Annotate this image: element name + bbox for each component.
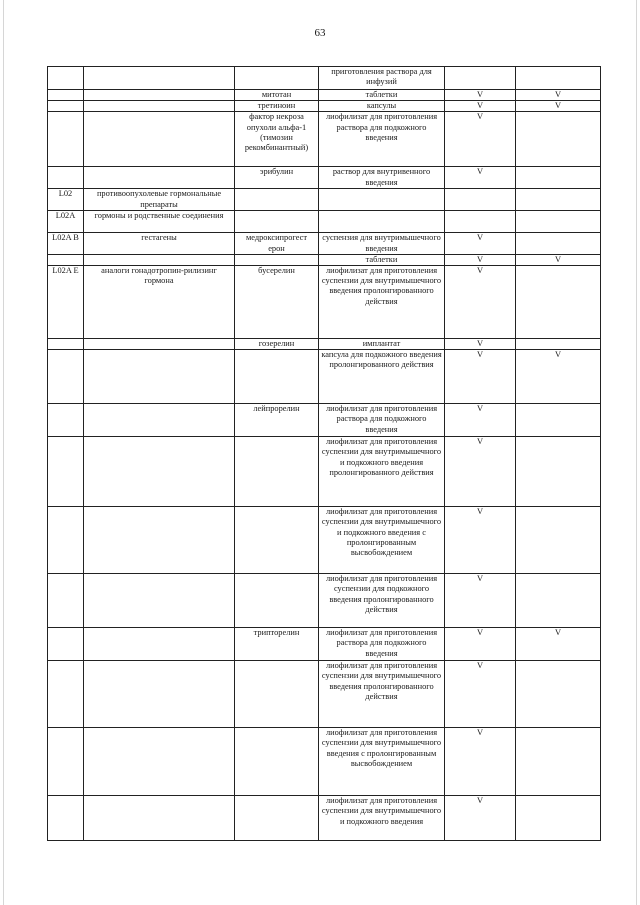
group-name-cell: противоопухолевые гормональные препараты [84,189,235,211]
mark-column-2-cell [516,112,601,167]
dosage-form-cell: лиофилизат для приготовления раствора для подкожного введения [319,628,445,661]
drug-name-cell [235,661,319,728]
mark-column-2-cell: V [516,254,601,265]
atc-code-cell [48,339,84,350]
table-row [48,211,601,233]
drug-name-cell [235,796,319,841]
atc-code-cell [48,796,84,841]
dosage-form-cell: капсулы [319,101,445,112]
mark-column-1-cell [445,189,516,211]
drug-name-cell: третиноин [235,101,319,112]
mark-column-1-cell: V [445,661,516,728]
dosage-form-cell [319,211,445,233]
mark-column-2-cell [516,661,601,728]
mark-column-2-cell [516,189,601,211]
mark-column-1-cell [445,67,516,90]
dosage-form-cell: лиофилизат для приготовления суспензии для подкожного введения пролонгированного действия [319,574,445,628]
table-row [48,661,601,728]
mark-column-2-cell [516,266,601,339]
mark-column-1-cell: V [445,507,516,574]
dosage-form-cell: лиофилизат для приготовления суспензии для внутримышечного и подкожного введения [319,796,445,841]
table-row [48,233,601,254]
dosage-form-cell: суспензия для внутримышечного введения [319,233,445,254]
mark-column-1-cell: V [445,233,516,254]
group-name-cell [84,507,235,574]
group-name-cell [84,437,235,507]
group-name-cell: гестагены [84,233,235,254]
group-name-cell [84,661,235,728]
table-row [48,90,601,101]
drug-name-cell [235,67,319,90]
mark-column-1-cell: V [445,728,516,796]
table-row [48,350,601,404]
drug-name-cell: митотан [235,90,319,101]
mark-column-1-cell: V [445,339,516,350]
dosage-form-cell: таблетки [319,90,445,101]
drug-name-cell [235,189,319,211]
mark-column-2-cell [516,404,601,437]
mark-column-2-cell: V [516,350,601,404]
group-name-cell [84,350,235,404]
dosage-form-cell: лиофилизат для приготовления раствора для подкожного введения [319,404,445,437]
atc-code-cell [48,574,84,628]
group-name-cell [84,167,235,189]
mark-column-2-cell: V [516,90,601,101]
atc-code-cell [48,728,84,796]
drug-name-cell [235,507,319,574]
drug-name-cell: гозерелин [235,339,319,350]
table-row [48,507,601,574]
mark-column-2-cell [516,574,601,628]
group-name-cell [84,796,235,841]
drug-table [47,66,601,841]
group-name-cell: гормоны и родственные соединения [84,211,235,233]
atc-code-cell [48,628,84,661]
drug-name-cell: лейпрорелин [235,404,319,437]
mark-column-1-cell [445,211,516,233]
drug-name-cell: бусерелин [235,266,319,339]
drug-name-cell: трипторелин [235,628,319,661]
table-row [48,796,601,841]
scan-edge-left [3,0,4,905]
mark-column-2-cell [516,339,601,350]
atc-code-cell [48,101,84,112]
mark-column-1-cell: V [445,437,516,507]
mark-column-2-cell [516,507,601,574]
drug-name-cell [235,574,319,628]
mark-column-1-cell: V [445,167,516,189]
dosage-form-cell [319,189,445,211]
dosage-form-cell: имплантат [319,339,445,350]
table-row [48,628,601,661]
mark-column-1-cell: V [445,404,516,437]
atc-code-cell: L02 [48,189,84,211]
dosage-form-cell: капсула для подкожного введения пролонгированного действия [319,350,445,404]
mark-column-2-cell: V [516,101,601,112]
drug-name-cell [235,350,319,404]
table-row [48,339,601,350]
dosage-form-cell: лиофилизат для приготовления суспензии для внутримышечного и подкожного введения пролонгированного действия [319,437,445,507]
group-name-cell [84,67,235,90]
mark-column-1-cell: V [445,350,516,404]
atc-code-cell [48,67,84,90]
table-row [48,67,601,90]
atc-code-cell [48,90,84,101]
atc-code-cell [48,661,84,728]
dosage-form-cell: лиофилизат для приготовления суспензии для внутримышечного введения пролонгированного действия [319,661,445,728]
group-name-cell [84,112,235,167]
mark-column-1-cell: V [445,796,516,841]
group-name-cell [84,574,235,628]
dosage-form-cell: лиофилизат для приготовления раствора для подкожного введения [319,112,445,167]
atc-code-cell [48,404,84,437]
atc-code-cell [48,437,84,507]
dosage-form-cell: лиофилизат для приготовления суспензии для внутримышечного введения с пролонгированным высвобождением [319,728,445,796]
table-row [48,254,601,265]
drug-name-cell [235,728,319,796]
group-name-cell [84,404,235,437]
mark-column-2-cell [516,67,601,90]
dosage-form-cell: лиофилизат для приготовления суспензии для внутримышечного введения пролонгированного действия [319,266,445,339]
group-name-cell: аналоги гонадотропин-рилизинг гормона [84,266,235,339]
drug-name-cell: медроксипрогест ерон [235,233,319,254]
group-name-cell [84,339,235,350]
drug-name-cell: фактор некроза опухоли альфа-1 (тимозин рекомбинантный) [235,112,319,167]
dosage-form-cell: приготовления раствора для инфузий [319,67,445,90]
mark-column-1-cell: V [445,574,516,628]
drug-name-cell [235,254,319,265]
mark-column-1-cell: V [445,101,516,112]
drug-name-cell [235,437,319,507]
mark-column-2-cell [516,167,601,189]
page-number: 63 [314,27,326,39]
mark-column-1-cell: V [445,90,516,101]
mark-column-1-cell: V [445,112,516,167]
table-row [48,112,601,167]
mark-column-2-cell [516,233,601,254]
mark-column-2-cell [516,796,601,841]
atc-code-cell [48,112,84,167]
mark-column-1-cell: V [445,266,516,339]
group-name-cell [84,90,235,101]
group-name-cell [84,728,235,796]
mark-column-2-cell [516,437,601,507]
table-row [48,728,601,796]
dosage-form-cell: лиофилизат для приготовления суспензии для внутримышечного и подкожного введения с пролонгированным высвобождением [319,507,445,574]
mark-column-1-cell: V [445,254,516,265]
dosage-form-cell: раствор для внутривенного введения [319,167,445,189]
mark-column-2-cell: V [516,628,601,661]
mark-column-2-cell [516,211,601,233]
table-row [48,437,601,507]
drug-name-cell [235,211,319,233]
mark-column-2-cell [516,728,601,796]
group-name-cell [84,254,235,265]
mark-column-1-cell: V [445,628,516,661]
atc-code-cell: L02A B [48,233,84,254]
atc-code-cell [48,167,84,189]
dosage-form-cell: таблетки [319,254,445,265]
group-name-cell [84,101,235,112]
drug-table-body [48,67,601,841]
scan-edge-right [636,0,637,905]
drug-name-cell: эрибулин [235,167,319,189]
atc-code-cell: L02A [48,211,84,233]
table-row [48,167,601,189]
atc-code-cell [48,507,84,574]
table-row [48,574,601,628]
table-row [48,266,601,339]
table-row [48,189,601,211]
atc-code-cell [48,350,84,404]
atc-code-cell: L02A E [48,266,84,339]
table-row [48,101,601,112]
table-row [48,404,601,437]
group-name-cell [84,628,235,661]
atc-code-cell [48,254,84,265]
